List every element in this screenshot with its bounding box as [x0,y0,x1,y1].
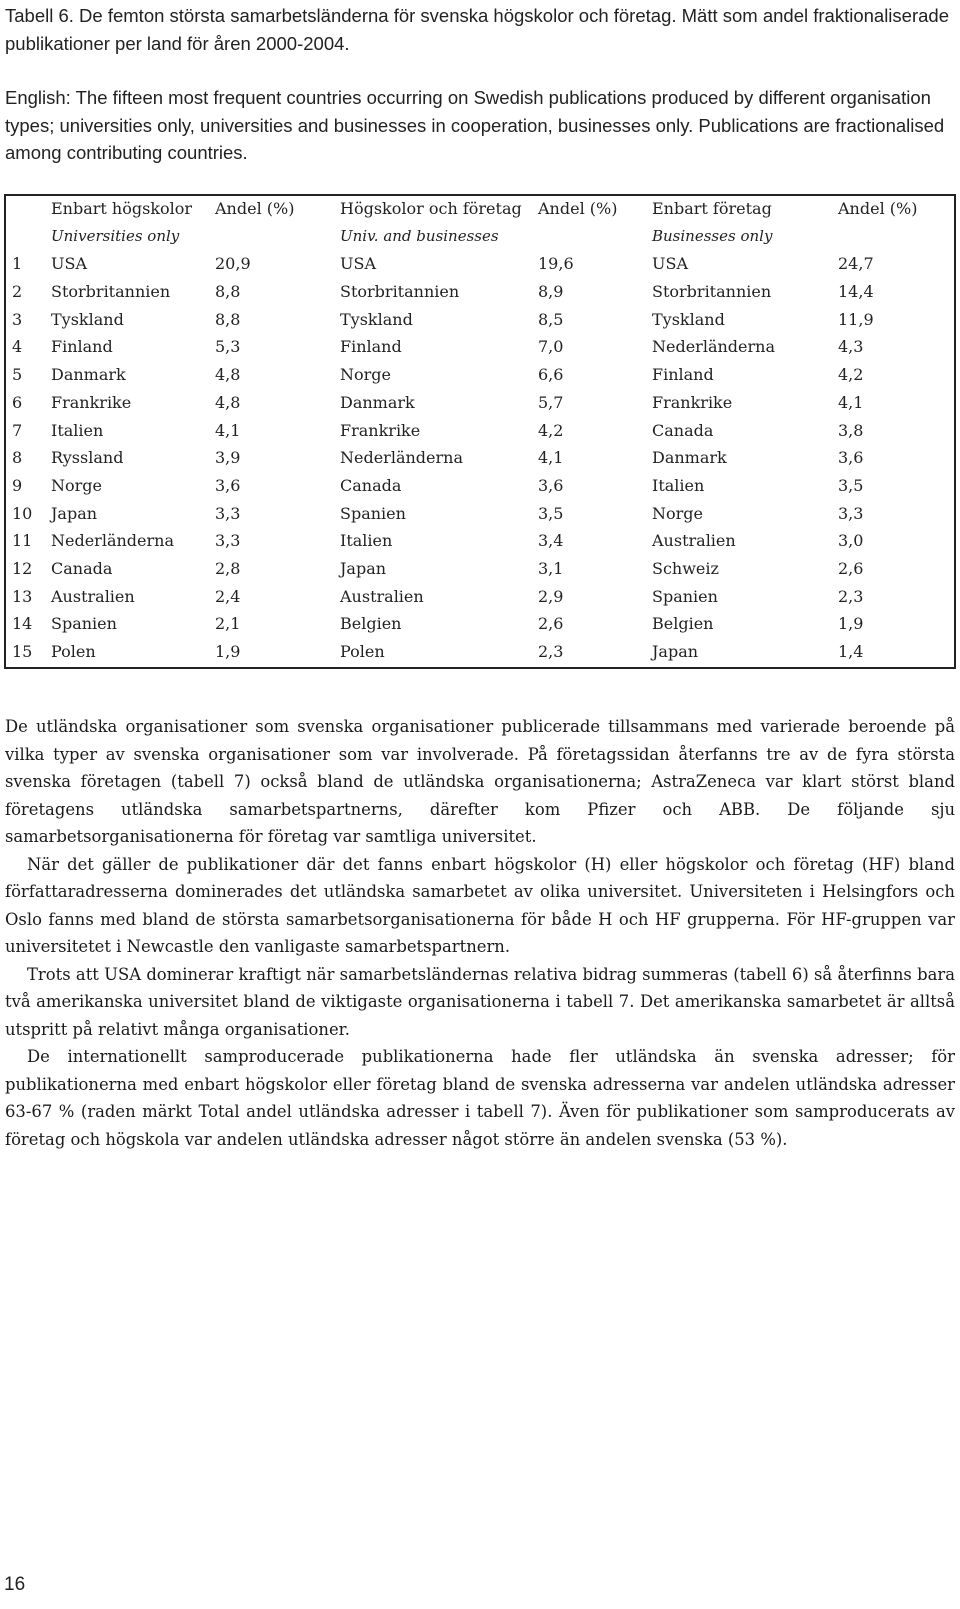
share-universities-cell: 2,8 [215,558,241,578]
country-businesses-cell: Tyskland [652,309,725,329]
rank-cell: 3 [12,309,23,329]
header-univ-and-businesses: Högskolor och företag [340,199,522,218]
country-univ-businesses-cell: Italien [340,531,393,551]
table-header-row [6,196,954,224]
rank-cell: 5 [12,365,23,385]
country-businesses-cell: Australien [652,531,736,551]
country-businesses-cell: Spanien [652,586,718,606]
country-universities-cell: Polen [51,642,96,661]
country-businesses-cell: Canada [652,420,714,440]
share-businesses-cell: 2,3 [838,586,864,606]
share-univ-businesses-cell: 4,2 [538,420,564,440]
country-universities-cell: Tyskland [51,309,124,329]
paragraph: När det gäller de publikationer där det fanns enbart högskolor (H) eller högskolor och företag (HF) bland författaradresserna dominerades det utländska samarbetet av olika universitet. Universiteten i Helsingfors och Oslo fanns med bland de största samarbetsorganisationerna för både H och HF grupperna. För HF-gruppen var universitetet i Newcastle den vanligaste samarbetspartnern. [5,854,955,956]
share-universities-cell: 8,8 [215,309,241,329]
share-businesses-cell: 11,9 [838,309,874,329]
table-row [6,445,954,473]
country-univ-businesses-cell: Canada [340,475,402,495]
rank-cell: 1 [12,254,23,274]
country-univ-businesses-cell: Spanien [340,503,406,523]
table-row [6,251,954,279]
share-univ-businesses-cell: 3,1 [538,558,564,578]
header-universities-only: Enbart högskolor [51,199,193,218]
share-univ-businesses-cell: 7,0 [538,337,564,357]
share-universities-cell: 4,8 [215,392,241,412]
table-row [6,279,954,307]
share-businesses-cell: 4,2 [838,365,864,385]
table-row [6,528,954,556]
paragraph: Trots att USA dominerar kraftigt när samarbetsländernas relativa bidrag summeras (tabell 6) så återfinns bara två amerikanska universitet bland de viktigaste organisationerna i tabell 7. Det amerikanska samarbetet är alltså utspritt på relativt många organisationer. [5,964,955,1039]
country-businesses-cell: Norge [652,503,703,523]
caption-english: English: The fifteen most frequent countries occurring on Swedish publications produced by different organisation types; universities only, universities and businesses in cooperation, businesses only. Publications are fractionalised among contributing countries. [5,87,945,163]
country-universities-cell: Japan [51,503,98,523]
table-row [6,334,954,362]
country-univ-businesses-cell: Finland [340,337,402,357]
subheader-universities-only: Universities only [51,226,180,245]
country-businesses-cell: Storbritannien [652,282,772,302]
country-businesses-cell: Italien [652,475,705,495]
share-univ-businesses-cell: 8,5 [538,309,564,329]
table-row [6,418,954,446]
table-row [6,611,954,639]
rank-cell: 10 [12,503,33,523]
share-univ-businesses-cell: 5,7 [538,392,564,412]
table-subheader-row [6,224,954,252]
table-row [6,390,954,418]
rank-cell: 7 [12,420,23,440]
country-businesses-cell: Danmark [652,448,727,468]
table-row [6,556,954,584]
share-univ-businesses-cell: 2,6 [538,614,564,634]
country-universities-cell: Frankrike [51,392,132,412]
share-univ-businesses-cell: 3,6 [538,475,564,495]
share-businesses-cell: 1,4 [838,642,864,661]
country-businesses-cell: USA [652,254,688,274]
table-row [6,307,954,335]
paragraph: De internationellt samproducerade publikationerna hade fler utländska än svenska adresser; för publikationerna med enbart högskolor eller företag bland de svenska adresserna var andelen utländska adresser 63-67 % (raden märkt Total andel utländska adresser i tabell 7). Även för publikationer som samproducerats av företag och högskola var andelen utländska adresser något större än andelen svenska (53 %). [5,1047,955,1149]
paragraph: De utländska organisationer som svenska organisationer publicerade tillsammans med varierade beroende på vilka typer av svenska organisationer som var involverade. På företagssidan återfanns tre av de fyra största svenska företagen (tabell 7) också bland de utländska organisationerna; AstraZeneca var klart störst bland företagens utländska samarbetspartnerns, därefter kom Pfizer och ABB. De följande sju samarbetsorganisationerna för företag var samtliga universitet. [5,717,955,846]
country-univ-businesses-cell: Belgien [340,614,402,634]
country-businesses-cell: Finland [652,365,714,385]
share-universities-cell: 2,1 [215,614,241,634]
rank-cell: 9 [12,475,23,495]
table-row [6,584,954,612]
country-businesses-cell: Nederländerna [652,337,775,357]
share-businesses-cell: 24,7 [838,254,874,274]
country-universities-cell: Spanien [51,614,117,634]
subheader-univ-and-businesses: Univ. and businesses [340,226,499,245]
country-businesses-cell: Belgien [652,614,714,634]
country-universities-cell: USA [51,254,87,274]
body-text [5,713,955,1153]
country-univ-businesses-cell: USA [340,254,376,274]
share-businesses-cell: 1,9 [838,614,864,634]
caption-spacer [5,57,955,84]
country-universities-cell: Danmark [51,365,126,385]
country-univ-businesses-cell: Norge [340,365,391,385]
country-universities-cell: Nederländerna [51,531,174,551]
share-univ-businesses-cell: 4,1 [538,448,564,468]
share-businesses-cell: 2,6 [838,558,864,578]
share-businesses-cell: 14,4 [838,282,874,302]
header-share-universities: Andel (%) [215,199,295,218]
rank-cell: 2 [12,282,23,302]
share-businesses-cell: 3,5 [838,475,864,495]
country-univ-businesses-cell: Australien [340,586,424,606]
share-businesses-cell: 4,1 [838,392,864,412]
share-businesses-cell: 3,3 [838,503,864,523]
share-universities-cell: 3,3 [215,531,241,551]
country-universities-cell: Italien [51,420,104,440]
table-body [6,251,954,666]
country-univ-businesses-cell: Japan [340,558,387,578]
share-universities-cell: 2,4 [215,586,241,606]
rank-cell: 11 [12,531,33,551]
share-universities-cell: 5,3 [215,337,241,357]
rank-cell: 13 [12,586,33,606]
share-businesses-cell: 3,0 [838,531,864,551]
country-univ-businesses-cell: Danmark [340,392,415,412]
table-caption [5,2,955,167]
share-univ-businesses-cell: 3,5 [538,503,564,523]
country-univ-businesses-cell: Frankrike [340,420,421,440]
country-univ-businesses-cell: Polen [340,642,385,661]
country-businesses-cell: Frankrike [652,392,733,412]
countries-table [4,194,956,669]
share-univ-businesses-cell: 6,6 [538,365,564,385]
share-univ-businesses-cell: 2,9 [538,586,564,606]
rank-cell: 4 [12,337,23,357]
share-businesses-cell: 3,6 [838,448,864,468]
page-number: 16 [4,1574,26,1595]
country-universities-cell: Canada [51,558,113,578]
table-row [6,501,954,529]
table-row [6,362,954,390]
share-univ-businesses-cell: 19,6 [538,254,574,274]
country-businesses-cell: Schweiz [652,558,719,578]
rank-cell: 6 [12,392,23,412]
rank-cell: 12 [12,558,33,578]
caption-swedish: Tabell 6. De femton största samarbetsländerna för svenska högskolor och företag. Mätt som andel fraktionaliserade publikationer per land för åren 2000-2004. [5,5,949,54]
country-universities-cell: Norge [51,475,102,495]
share-univ-businesses-cell: 2,3 [538,642,564,661]
country-businesses-cell: Japan [652,642,699,661]
share-universities-cell: 3,6 [215,475,241,495]
country-universities-cell: Storbritannien [51,282,171,302]
table-row [6,639,954,667]
country-universities-cell: Ryssland [51,448,124,468]
share-businesses-cell: 4,3 [838,337,864,357]
share-universities-cell: 4,1 [215,420,241,440]
country-univ-businesses-cell: Nederländerna [340,448,463,468]
share-univ-businesses-cell: 8,9 [538,282,564,302]
share-universities-cell: 8,8 [215,282,241,302]
share-universities-cell: 4,8 [215,365,241,385]
country-univ-businesses-cell: Tyskland [340,309,413,329]
table-row [6,473,954,501]
share-universities-cell: 3,3 [215,503,241,523]
rank-cell: 14 [12,614,33,634]
share-universities-cell: 1,9 [215,642,241,661]
share-univ-businesses-cell: 3,4 [538,531,564,551]
share-universities-cell: 3,9 [215,448,241,468]
rank-cell: 15 [12,642,33,661]
header-share-univ-businesses: Andel (%) [538,199,618,218]
country-universities-cell: Australien [51,586,135,606]
country-univ-businesses-cell: Storbritannien [340,282,460,302]
share-businesses-cell: 3,8 [838,420,864,440]
header-businesses-only: Enbart företag [652,199,772,218]
country-universities-cell: Finland [51,337,113,357]
header-share-businesses: Andel (%) [838,199,918,218]
subheader-businesses-only: Businesses only [652,226,773,245]
rank-cell: 8 [12,448,23,468]
share-universities-cell: 20,9 [215,254,251,274]
